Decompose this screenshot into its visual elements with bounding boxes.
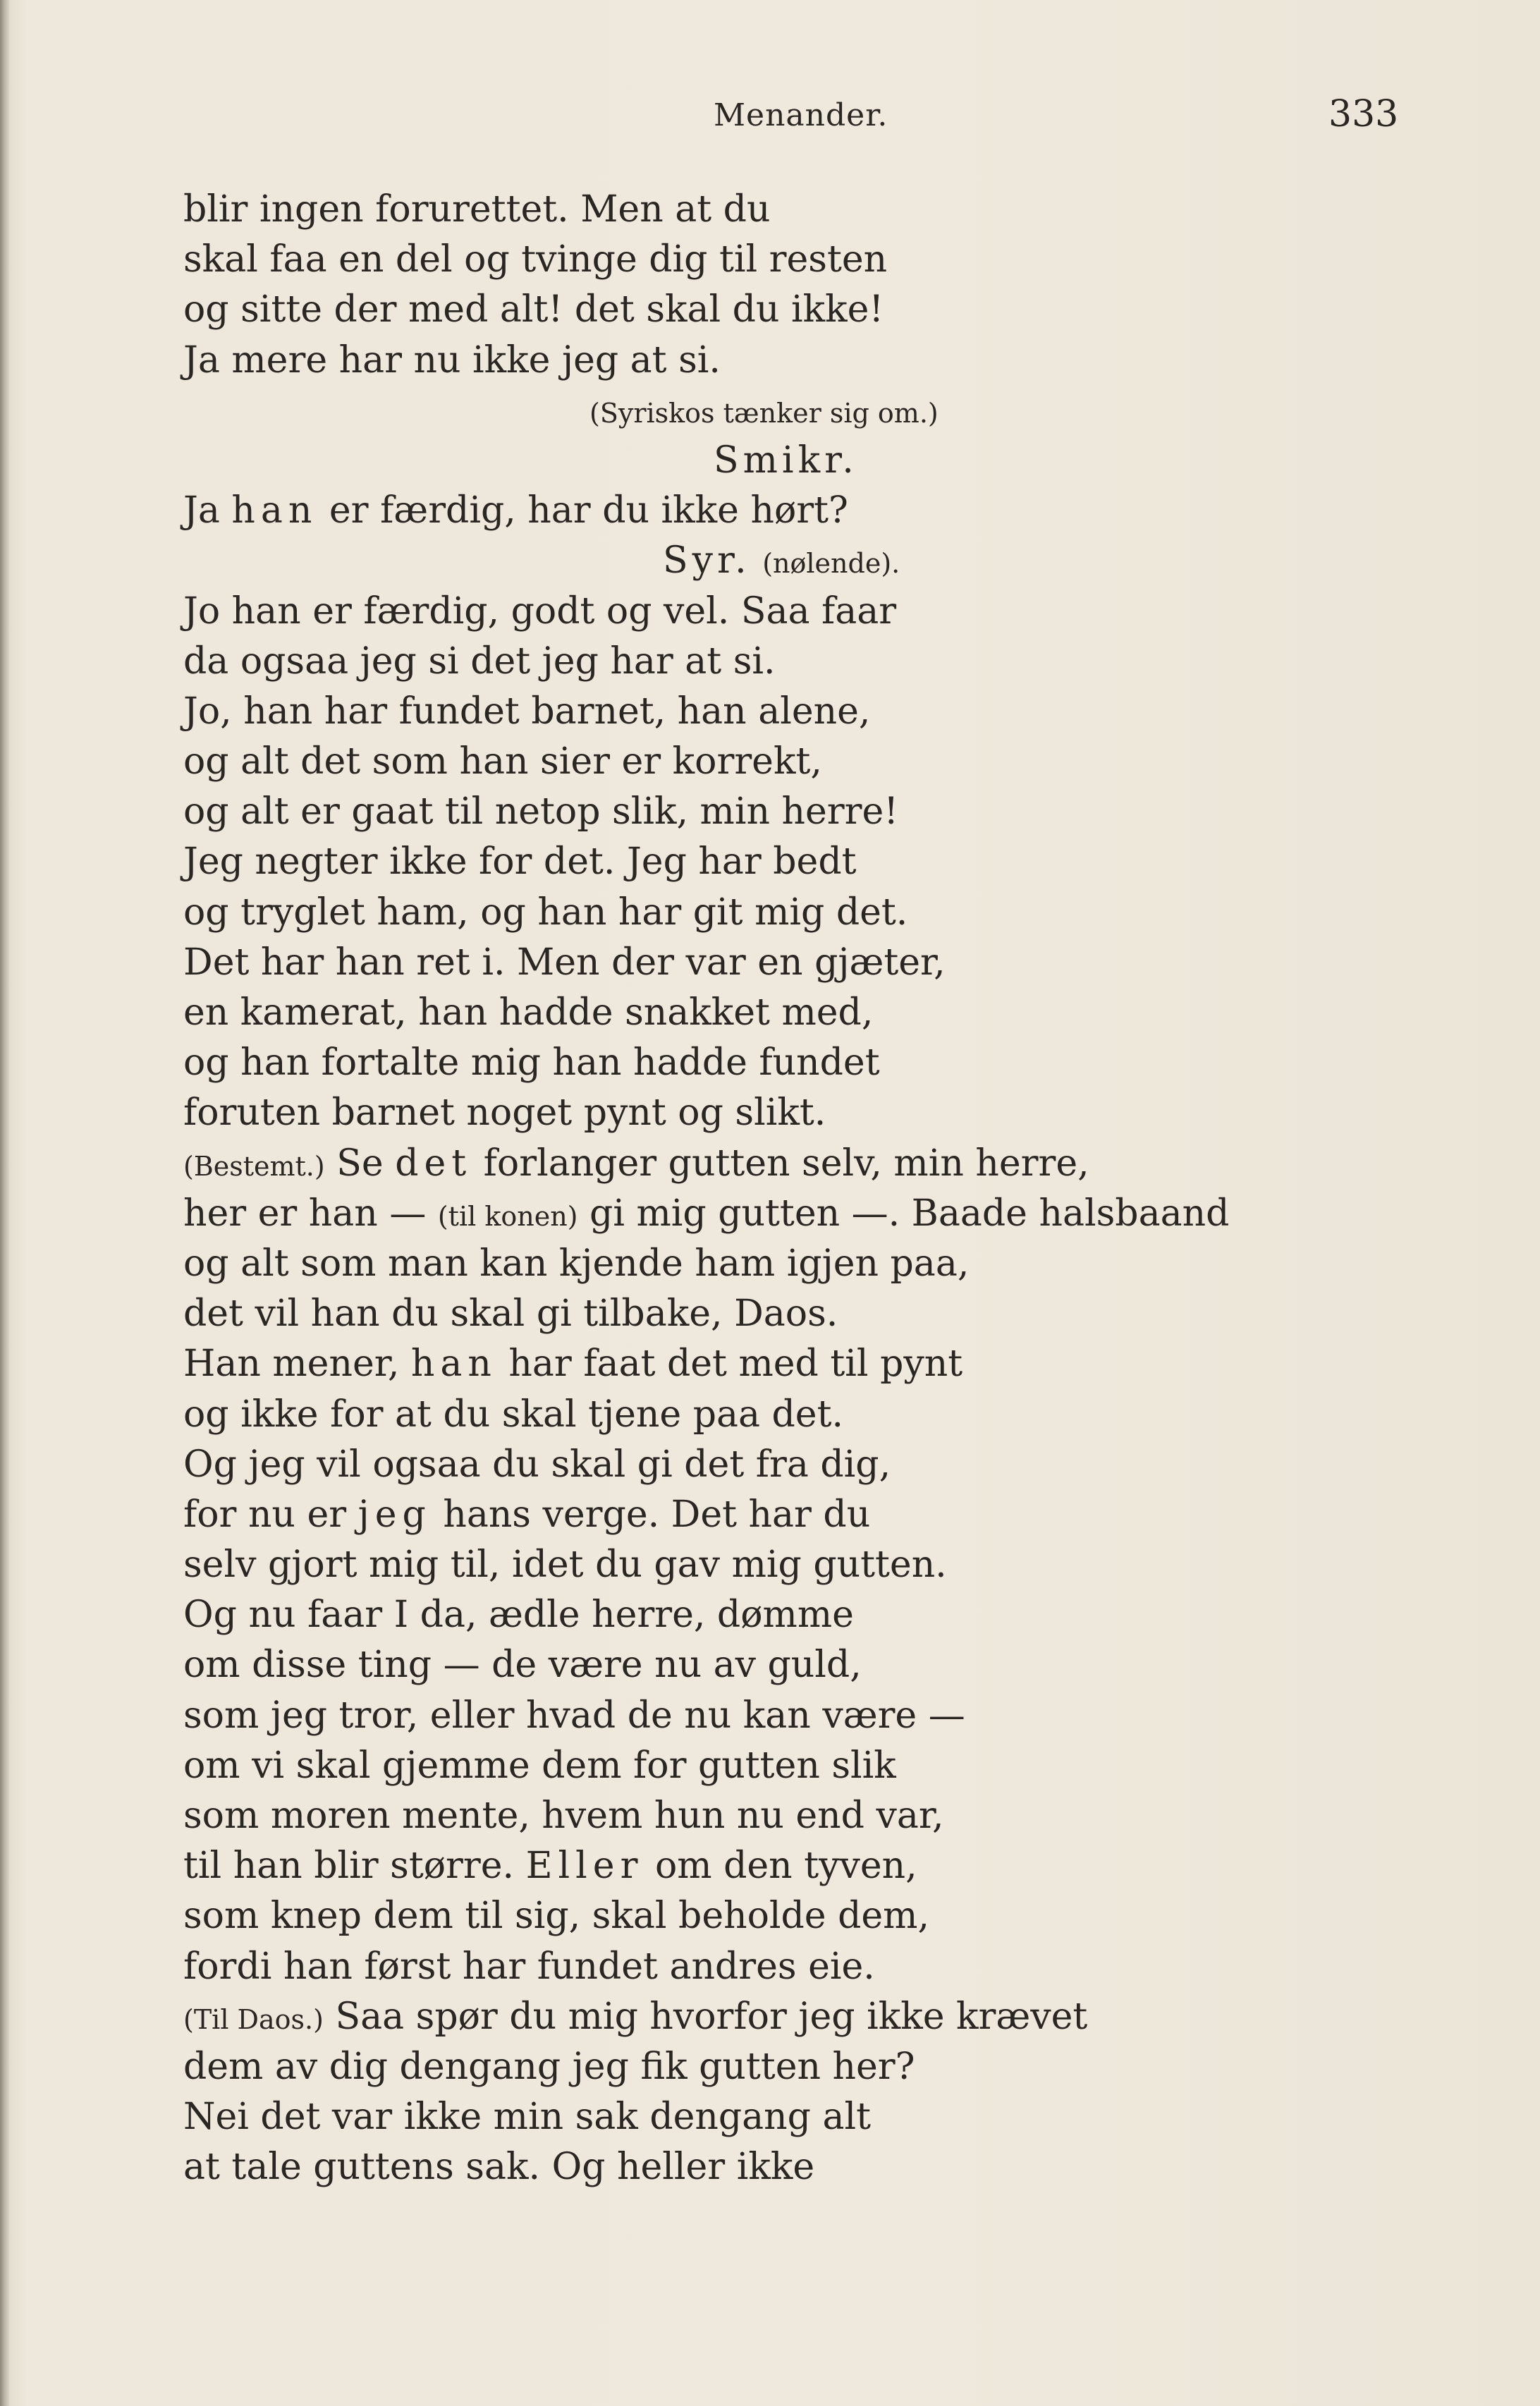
text-segment: Saa spør du mig hvorfor jeg ikke krævet [323, 1995, 1088, 2038]
text-line: Jeg negter ikke for det. Jeg har bedt [183, 841, 857, 884]
text-segment: forlanger gutten selv, min herre, [472, 1142, 1089, 1185]
speaker-line [183, 436, 1453, 486]
verse-text [183, 185, 1453, 2193]
text-line: Og nu faar I da, ædle herre, dømme [183, 1594, 854, 1637]
text-line: blir ingen forurettet. Men at du [183, 188, 771, 231]
text-segment: til han blir større. [183, 1845, 526, 1888]
text-line: en kamerat, han hadde snakket med, [183, 991, 874, 1034]
text-line: selv gjort mig til, idet du gav mig gutten. [183, 1544, 947, 1587]
stage-direction-line [183, 386, 1453, 436]
text-line: som knep dem til sig, skal beholde dem, [183, 1895, 930, 1938]
text-line: og sitte der med alt! det skal du ikke! [183, 288, 884, 331]
text-line [183, 1189, 1453, 1239]
stage-direction: (nølende). [762, 548, 900, 580]
text-line: og alt det som han sier er korrekt, [183, 740, 822, 783]
text-line: om disse ting — de være nu av guld, [183, 1644, 862, 1687]
emphasis-text: han [410, 1343, 497, 1386]
text-segment: Ja [183, 489, 232, 532]
emphasis-text: Eller [525, 1845, 644, 1888]
text-line: Det har han ret i. Men der var en gjæter, [183, 941, 946, 984]
text-line [183, 486, 1453, 536]
text-line [183, 1992, 1453, 2042]
page-number: 333 [1328, 93, 1399, 135]
speaker-name: Smikr. [714, 439, 858, 482]
text-line [183, 1339, 1453, 1389]
running-head: Menander. [714, 97, 888, 133]
text-line [183, 1841, 1453, 1891]
text-line: og alt som man kan kjende ham igjen paa, [183, 1242, 970, 1285]
speaker-name: Syr. [663, 539, 751, 582]
binding-edge [0, 0, 10, 2406]
stage-direction: (Syriskos tænker sig om.) [589, 397, 939, 429]
text-segment: hans verge. Det har du [431, 1493, 871, 1536]
text-line: og han fortalte mig han hadde fundet [183, 1042, 880, 1085]
text-line: om vi skal gjemme dem for gutten slik [183, 1744, 896, 1787]
text-segment: her er han — [183, 1192, 438, 1235]
text-line: Og jeg vil ogsaa du skal gi det fra dig, [183, 1443, 891, 1486]
text-line: og tryglet ham, og han har git mig det. [183, 891, 908, 934]
text-line [183, 1490, 1453, 1540]
text-line: foruten barnet noget pynt og slikt. [183, 1092, 826, 1135]
text-segment: om den tyven, [643, 1845, 917, 1888]
text-line [183, 1139, 1453, 1189]
text-segment: Han mener, [183, 1343, 411, 1386]
text-line: som moren mente, hvem hun nu end var, [183, 1795, 944, 1837]
text-segment: er færdig, har du ikke hørt? [317, 489, 848, 532]
text-segment: Se [324, 1142, 396, 1185]
text-line: skal faa en del og tvinge dig til resten [183, 238, 888, 281]
text-segment: for nu er [183, 1493, 358, 1536]
text-line: fordi han først har fundet andres eie. [183, 1945, 875, 1988]
stage-direction: (til konen) [437, 1200, 578, 1232]
text-line: som jeg tror, eller hvad de nu kan være — [183, 1694, 965, 1737]
text-segment: gi mig gutten —. Baade halsbaand [578, 1192, 1230, 1235]
text-line: Nei det var ikke min sak dengang alt [183, 2096, 871, 2139]
emphasis-text: han [231, 489, 318, 532]
text-line: og ikke for at du skal tjene paa det. [183, 1393, 843, 1436]
stage-direction: (Til Daos.) [183, 2003, 324, 2035]
stage-direction: (Bestemt.) [183, 1150, 325, 1182]
emphasis-text: det [395, 1142, 472, 1185]
emphasis-text: jeg [358, 1493, 432, 1536]
text-line: dem av dig dengang jeg fik gutten her? [183, 2045, 915, 2088]
text-line: da ogsaa jeg si det jeg har at si. [183, 640, 776, 683]
text-line: og alt er gaat til netop slik, min herre! [183, 790, 899, 833]
text-line: Jo, han har fundet barnet, han alene, [183, 690, 871, 733]
text-line: Ja mere har nu ikke jeg at si. [183, 338, 721, 381]
text-line: Jo han er færdig, godt og vel. Saa faar [183, 590, 897, 633]
speaker-line [183, 536, 1453, 586]
text-line: at tale guttens sak. Og heller ikke [183, 2146, 815, 2189]
text-line: det vil han du skal gi tilbake, Daos. [183, 1293, 838, 1336]
text-segment: har faat det med til pynt [496, 1343, 963, 1386]
